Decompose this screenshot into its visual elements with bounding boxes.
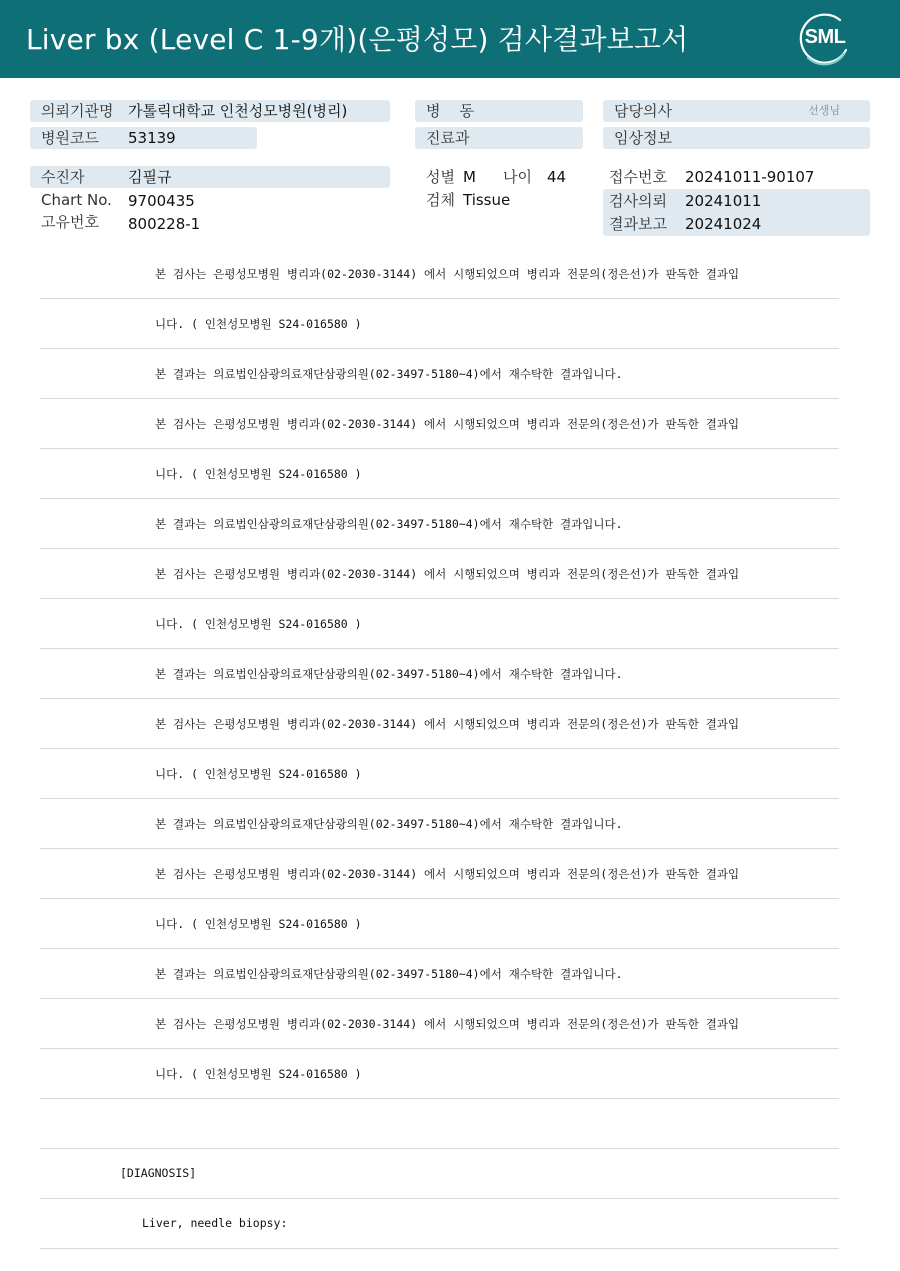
sex-value: M [463, 168, 476, 186]
ward-field [415, 100, 583, 122]
patient-field [30, 166, 390, 188]
result-line: 니다. ( 인천성모병원 S24-016580 ) [155, 1067, 362, 1081]
clinical-info-field [603, 127, 870, 149]
institution-field [30, 100, 390, 122]
result-row [40, 549, 839, 599]
report-header [0, 0, 900, 78]
department-label: 진료과 [426, 129, 470, 147]
clinical-info-label: 임상정보 [614, 129, 672, 147]
id-label: 고유번호 [41, 213, 99, 231]
result-row [40, 599, 839, 649]
result-line: 니다. ( 인천성모병원 S24-016580 ) [155, 317, 362, 331]
diagnosis-heading: [DIAGNOSIS] [120, 1166, 197, 1180]
specimen-label: 검체 [426, 191, 455, 209]
diagnosis-row [40, 1199, 839, 1249]
result-line: 니다. ( 인천성모병원 S24-016580 ) [155, 767, 362, 781]
hospital-code-label: 병원코드 [41, 129, 99, 147]
result-row [40, 899, 839, 949]
sml-logo [796, 12, 854, 66]
result-row [40, 849, 839, 899]
report-date-value: 20241024 [685, 215, 762, 233]
age-value: 44 [547, 168, 567, 186]
chart-value: 9700435 [128, 192, 195, 210]
result-line: 본 결과는 의료법인삼광의료재단삼광의원(02-3497-5180~4)에서 재수탁한 결과입니다. [155, 967, 623, 981]
result-row [40, 349, 839, 399]
chart-label: Chart No. [41, 191, 112, 209]
id-value: 800228-1 [128, 215, 201, 233]
result-line: 본 검사는 은평성모병원 병리과(02-2030-3144) 에서 시행되었으며 병리과 전문의(정은선)가 판독한 결과입 [155, 1017, 740, 1031]
receipt-label: 접수번호 [609, 168, 667, 186]
result-line: 본 검사는 은평성모병원 병리과(02-2030-3144) 에서 시행되었으며 병리과 전문의(정은선)가 판독한 결과입 [155, 267, 740, 281]
institution-value: 가톨릭대학교 인천성모병원(병리) [128, 102, 348, 120]
result-row [40, 999, 839, 1049]
receipt-value: 20241011-90107 [685, 168, 815, 186]
hospital-code-value: 53139 [128, 129, 176, 147]
age-label: 나이 [503, 168, 532, 186]
result-row [40, 249, 839, 299]
diagnosis-heading-row [40, 1149, 839, 1199]
result-line: 니다. ( 인천성모병원 S24-016580 ) [155, 917, 362, 931]
result-line: 본 검사는 은평성모병원 병리과(02-2030-3144) 에서 시행되었으며 병리과 전문의(정은선)가 판독한 결과입 [155, 717, 740, 731]
result-row [40, 699, 839, 749]
result-row [40, 499, 839, 549]
result-row [40, 799, 839, 849]
report-title: Liver bx (Level C 1-9개)(은평성모) 검사결과보고서 [26, 23, 689, 56]
result-line: 본 결과는 의료법인삼광의료재단삼광의원(02-3497-5180~4)에서 재수탁한 결과입니다. [155, 667, 623, 681]
sex-label: 성별 [426, 168, 455, 186]
result-line: 본 결과는 의료법인삼광의료재단삼광의원(02-3497-5180~4)에서 재수탁한 결과입니다. [155, 517, 623, 531]
result-line: 본 검사는 은평성모병원 병리과(02-2030-3144) 에서 시행되었으며 병리과 전문의(정은선)가 판독한 결과입 [155, 567, 740, 581]
result-row [40, 649, 839, 699]
diagnosis-text: Liver, needle biopsy: [142, 1216, 288, 1230]
result-row [40, 399, 839, 449]
result-row [40, 1049, 839, 1099]
ward-label: 병 동 [426, 102, 475, 120]
result-line: 본 검사는 은평성모병원 병리과(02-2030-3144) 에서 시행되었으며 병리과 전문의(정은선)가 판독한 결과입 [155, 867, 740, 881]
result-row [40, 949, 839, 999]
result-row [40, 449, 839, 499]
result-row [40, 749, 839, 799]
result-line: 본 결과는 의료법인삼광의료재단삼광의원(02-3497-5180~4)에서 재수탁한 결과입니다. [155, 817, 623, 831]
request-label: 검사의뢰 [609, 192, 667, 210]
result-rows [40, 249, 839, 1249]
logo-text: SML [804, 26, 846, 48]
patient-label: 수진자 [41, 168, 85, 186]
doctor-label: 담당의사 [614, 102, 672, 120]
specimen-value: Tissue [463, 191, 511, 209]
result-line: 본 결과는 의료법인삼광의료재단삼광의원(02-3497-5180~4)에서 재수탁한 결과입니다. [155, 367, 623, 381]
result-line: 니다. ( 인천성모병원 S24-016580 ) [155, 467, 362, 481]
department-field [415, 127, 583, 149]
result-line: 니다. ( 인천성모병원 S24-016580 ) [155, 617, 362, 631]
patient-value: 김필규 [128, 168, 172, 186]
hospital-code-field [30, 127, 257, 149]
blank-row [40, 1099, 839, 1149]
report-date-label: 결과보고 [609, 215, 667, 233]
result-row [40, 299, 839, 349]
institution-label: 의뢰기관명 [41, 102, 114, 120]
result-line: 본 검사는 은평성모병원 병리과(02-2030-3144) 에서 시행되었으며 병리과 전문의(정은선)가 판독한 결과입 [155, 417, 740, 431]
request-value: 20241011 [685, 192, 762, 210]
doctor-field [603, 100, 870, 122]
doctor-suffix: 선생님 [808, 104, 840, 117]
